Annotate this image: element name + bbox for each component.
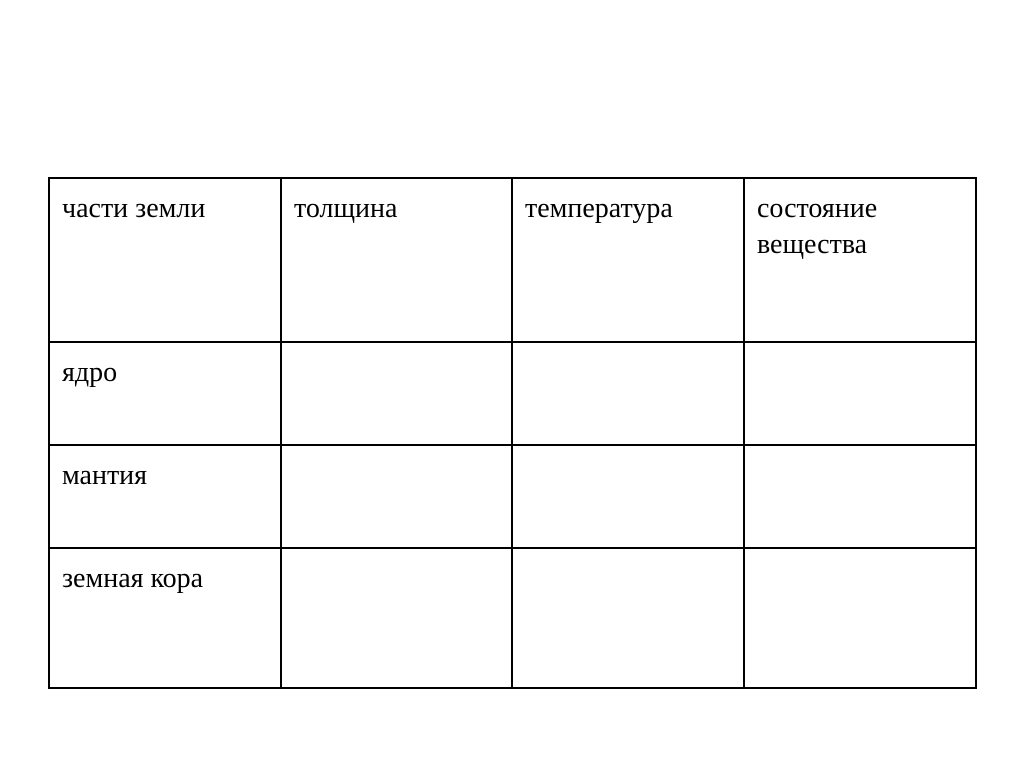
- earth-layers-table: [48, 177, 977, 689]
- table-header-row: [49, 178, 976, 342]
- table-cell: [512, 548, 744, 688]
- table-row: [49, 445, 976, 548]
- table-cell: [744, 548, 976, 688]
- header-cell-parts: части земли: [49, 178, 281, 342]
- table-row: [49, 342, 976, 445]
- header-cell-thickness: толщина: [281, 178, 512, 342]
- row-label-crust: земная кора: [49, 548, 281, 688]
- row-label-core: ядро: [49, 342, 281, 445]
- table-cell: [512, 342, 744, 445]
- header-cell-temperature: температура: [512, 178, 744, 342]
- table-cell: [744, 445, 976, 548]
- table-cell: [281, 445, 512, 548]
- table-row: [49, 548, 976, 688]
- table-cell: [281, 548, 512, 688]
- row-label-mantle: мантия: [49, 445, 281, 548]
- table-cell: [512, 445, 744, 548]
- table-cell: [744, 342, 976, 445]
- table-cell: [281, 342, 512, 445]
- header-cell-state: состояние вещества: [744, 178, 976, 342]
